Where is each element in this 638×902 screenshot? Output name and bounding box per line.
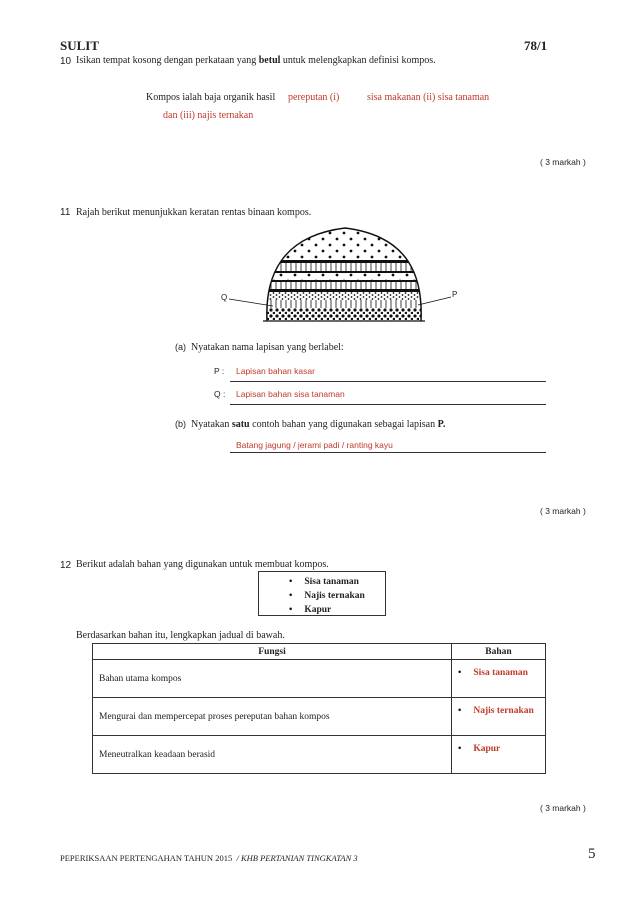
material-item: • Najis ternakan [289,589,385,603]
question-10-text: Isikan tempat kosong dengan perkataan yang betul untuk melengkapkan definisi kompos. [76,55,436,66]
compost-cross-section-diagram [215,218,475,333]
marks-q11: ( 3 markah ) [540,506,586,516]
table-header-row [93,644,546,660]
diagram-label-p: P [452,290,458,299]
header-fungsi: Fungsi [93,644,452,660]
materials-box [258,571,386,616]
fungsi-cell: Mengurai dan mempercepat proses pereputan bahan kompos [93,698,452,736]
page-number: 5 [588,846,596,862]
part-a: (a) Nyatakan nama lapisan yang berlabel: [175,342,344,353]
material-item: • Kapur [289,603,385,617]
fungsi-cell: Bahan utama kompos [93,660,452,698]
answer-iii: dan (iii) najis ternakan [163,110,254,121]
answer-b: Batang jagung / jerami padi / ranting kayu [236,440,393,450]
answer-line-p [230,381,546,382]
diagram-label-q: Q [221,293,228,302]
bahan-cell: • Sisa tanaman [452,660,546,698]
material-item: • Sisa tanaman [289,575,385,589]
footer-text: PEPERIKSAAN PERTENGAHAN TAHUN 2015 / KHB PERTANIAN TINGKATAN 3 [60,853,358,863]
label-q-key: Q : [214,389,226,399]
answer-q: Lapisan bahan sisa tanaman [236,389,345,399]
table-row [93,698,546,736]
answer-line-q [230,404,546,405]
table-instruction: Berdasarkan bahan itu, lengkapkan jadual di bawah. [76,630,285,641]
header-left: SULIT [60,38,100,53]
definition-prefix: Kompos ialah baja organik hasil [146,92,276,103]
marks-q12: ( 3 markah ) [540,803,586,813]
header-bahan: Bahan [452,644,546,660]
answer-p: Lapisan bahan kasar [236,366,315,376]
question-number-10: 10 [60,56,72,67]
function-table [92,643,546,774]
question-number-12: 12 [60,560,72,571]
marks-q10: ( 3 markah ) [540,157,586,167]
fungsi-cell: Meneutralkan keadaan berasid [93,736,452,774]
answer-ii: sisa makanan (ii) sisa tanaman [367,92,490,103]
answer-line-b [230,452,546,453]
bahan-cell: • Najis ternakan [452,698,546,736]
question-number-11: 11 [60,207,71,218]
table-row [93,660,546,698]
answer-i: pereputan (i) [288,92,340,103]
bahan-cell: • Kapur [452,736,546,774]
question-11-text: Rajah berikut menunjukkan keratan rentas binaan kompos. [76,207,312,218]
table-row [93,736,546,774]
part-b: (b) Nyatakan satu contoh bahan yang digunakan sebagai lapisan P. [175,419,446,430]
header-right: 78/1 [524,38,548,53]
label-p-key: P : [214,366,225,376]
question-12-text: Berikut adalah bahan yang digunakan untuk membuat kompos. [76,559,329,570]
